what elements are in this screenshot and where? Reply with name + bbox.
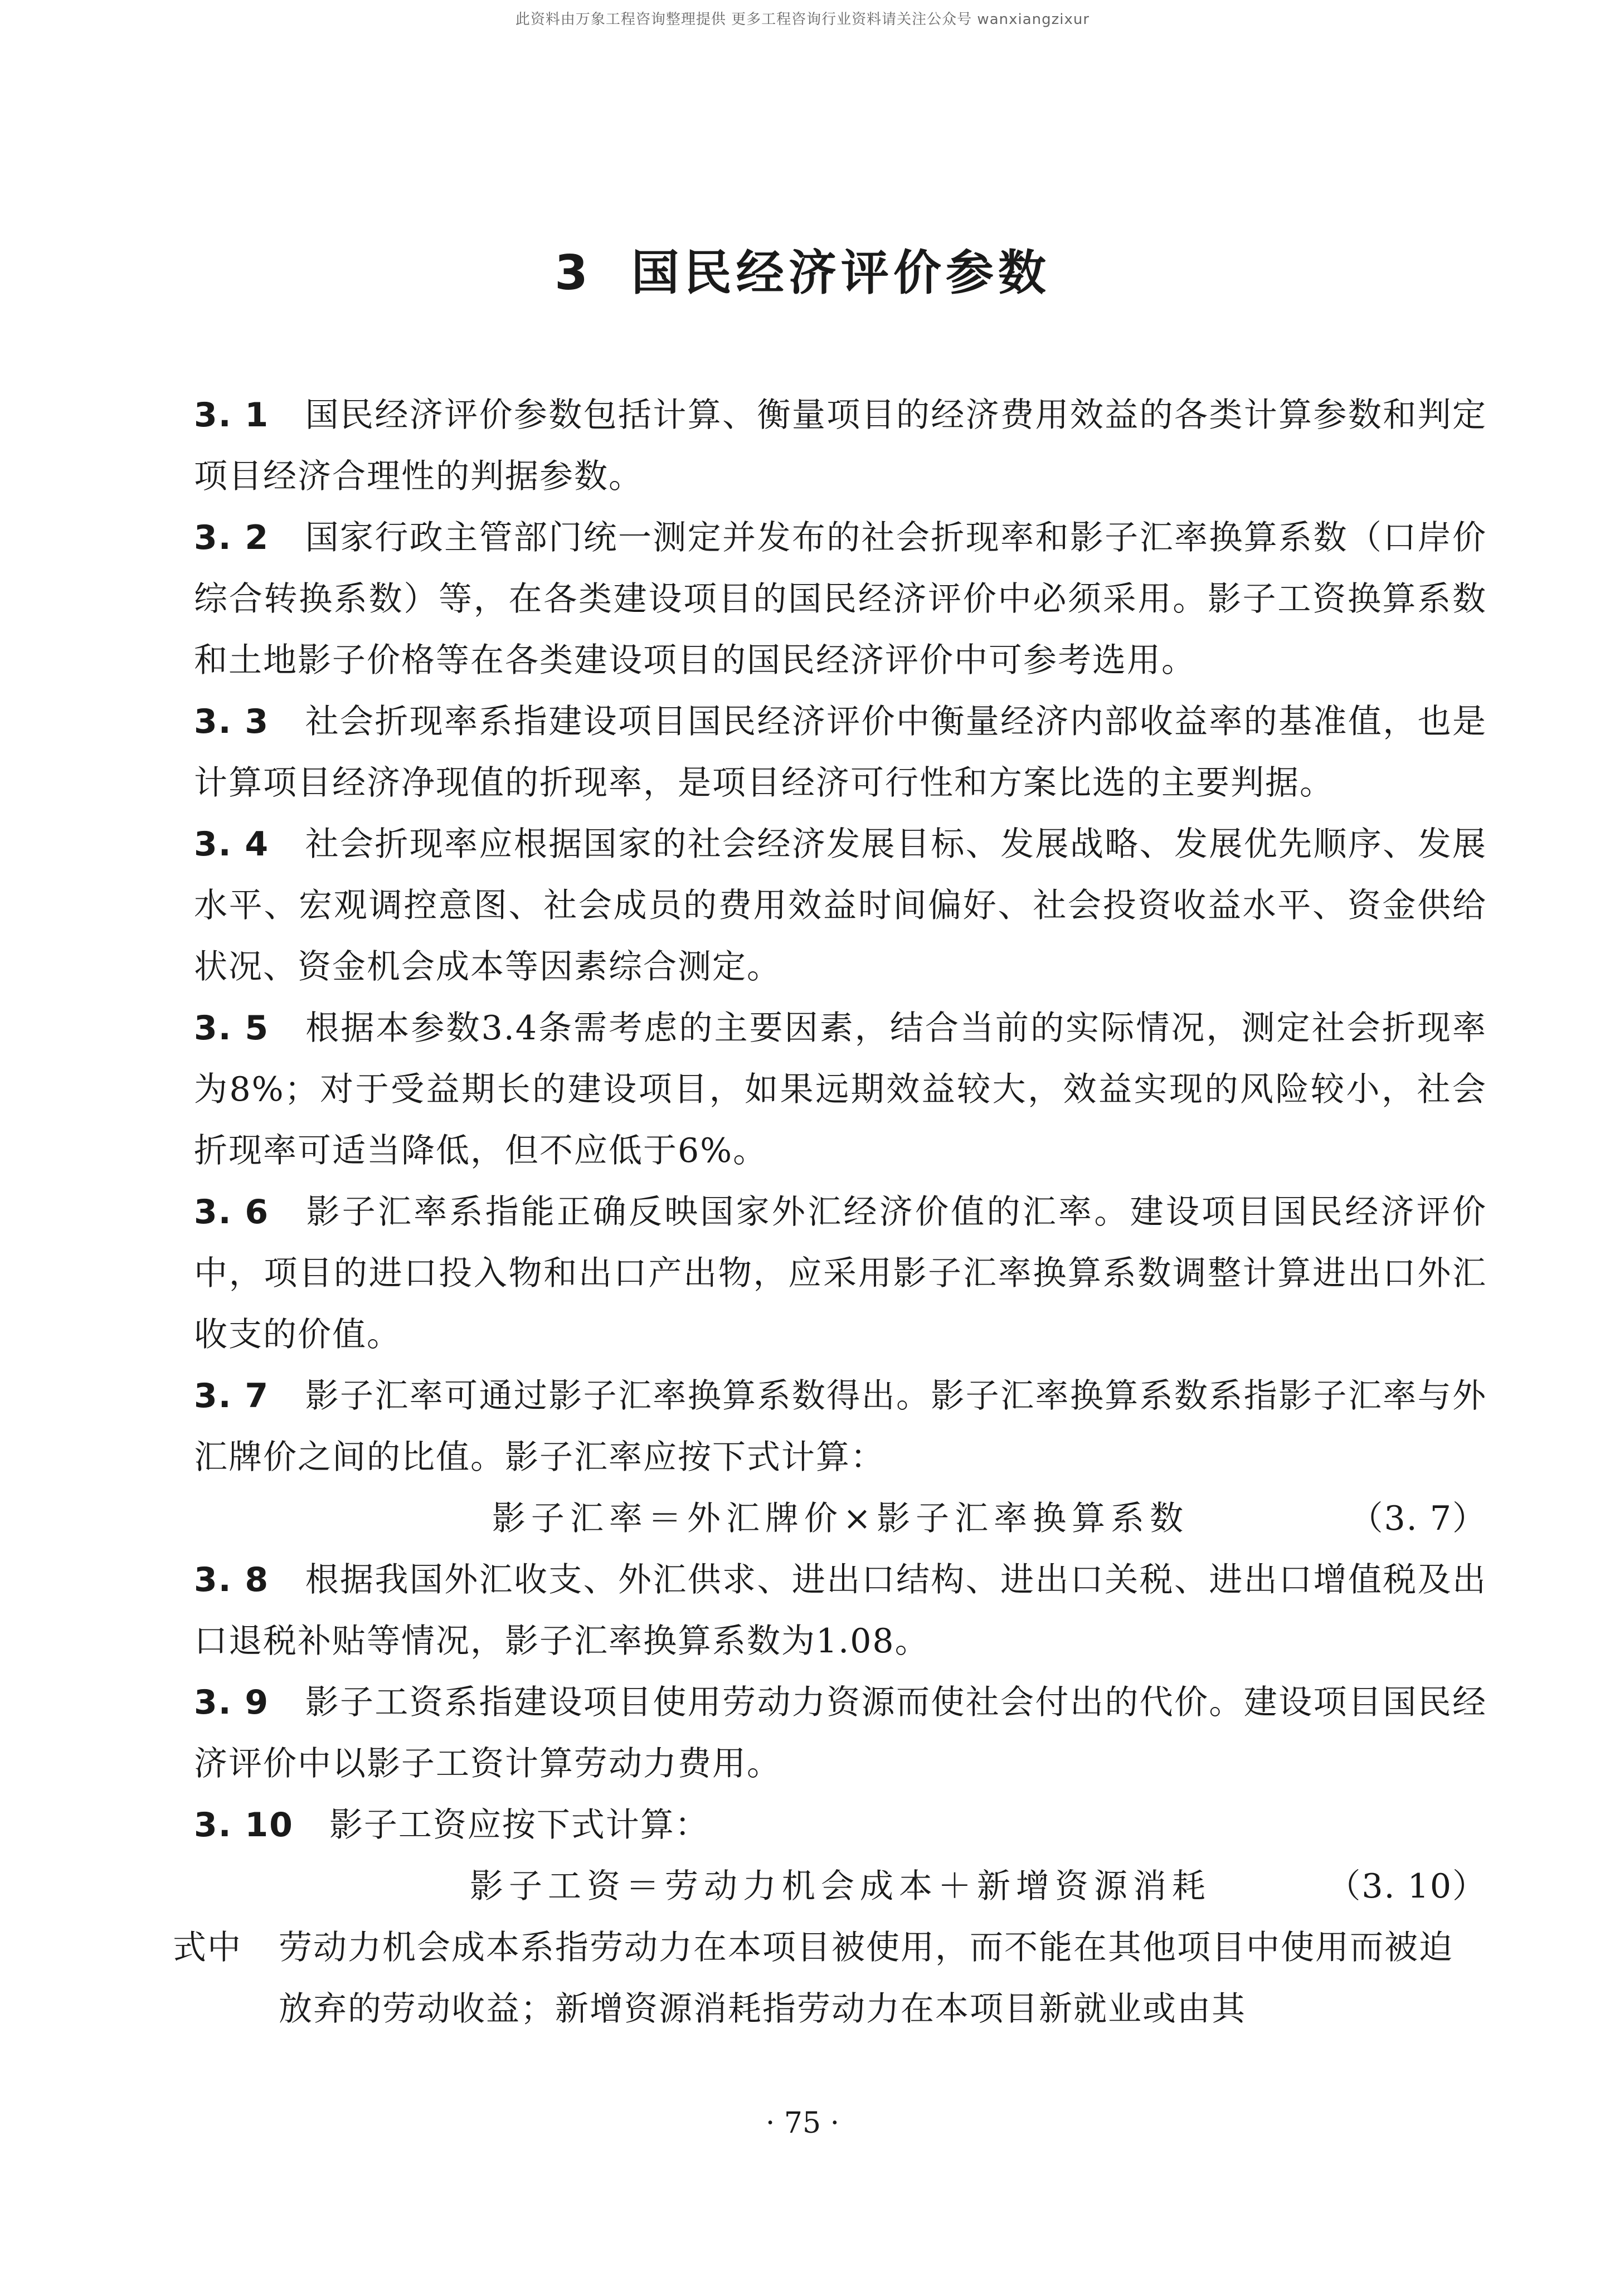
clause-3-1 [194,385,1487,507]
clause-number: 3. 4 [194,825,270,864]
formula-number: （3. 7） [1349,1499,1487,1538]
formula-3-7 [194,1488,1487,1549]
clause-text: 影子工资系指建设项目使用劳动力资源而使社会付出的代价。建设项目国民经济评价中以影子工资计算劳动力费用。 [194,1683,1487,1783]
clause-number: 3. 1 [194,396,270,435]
clause-number: 3. 10 [194,1806,294,1845]
formula-number: （3. 10） [1327,1867,1487,1906]
formula-expression: 影子工资＝劳动力机会成本＋新增资源消耗 [470,1867,1211,1906]
page-number: · 75 · [765,2107,840,2140]
formula-note [173,1917,1487,2040]
clause-3-9 [194,1672,1487,1794]
clause-text: 影子汇率可通过影子汇率换算系数得出。影子汇率换算系数系指影子汇率与外汇牌价之间的比值。影子汇率应按下式计算： [194,1376,1487,1477]
clause-number: 3. 8 [194,1560,270,1599]
clause-3-10 [194,1794,1487,1856]
clause-3-6 [194,1181,1487,1365]
clause-text: 影子汇率系指能正确反映国家外汇经济价值的汇率。建设项目国民经济评价中，项目的进口投入物和出口产出物，应采用影子汇率换算系数调整计算进出口外汇收支的价值。 [194,1193,1487,1354]
clause-3-7 [194,1365,1487,1488]
clause-3-8 [194,1549,1487,1672]
note-text: 劳动力机会成本系指劳动力在本项目被使用，而不能在其他项目中使用而被迫放弃的劳动收益；新增资源消耗指劳动力在本项目新就业或由其 [279,1928,1453,2029]
chapter-number: 3 [555,245,592,301]
clause-number: 3. 9 [194,1683,270,1722]
clause-number: 3. 2 [194,518,270,557]
formula-3-10 [194,1856,1487,1917]
chapter-title [0,234,1605,303]
clause-text: 社会折现率系指建设项目国民经济评价中衡量经济内部收益率的基准值，也是计算项目经济净现值的折现率，是项目经济可行性和方案比选的主要判据。 [194,702,1487,802]
document-body [173,385,1487,2040]
clause-text: 根据本参数3.4条需考虑的主要因素，结合当前的实际情况，测定社会折现率为8%；对于受益期长的建设项目，如果远期效益较大，效益实现的风险较小，社会折现率可适当降低，但不应低于6%。 [194,1009,1487,1170]
formula-expression: 影子汇率＝外汇牌价×影子汇率换算系数 [492,1499,1189,1538]
clause-number: 3. 3 [194,702,270,741]
clause-3-3 [194,691,1487,814]
clause-text: 国民经济评价参数包括计算、衡量项目的经济费用效益的各类计算参数和判定项目经济合理性的判据参数。 [194,396,1487,496]
chapter-title-text: 国民经济评价参数 [631,245,1050,301]
clause-text: 影子工资应按下式计算： [329,1806,709,1845]
clause-3-2 [194,507,1487,691]
clause-text: 国家行政主管部门统一测定并发布的社会折现率和影子汇率换算系数（口岸价综合转换系数）等，在各类建设项目的国民经济评价中必须采用。影子工资换算系数和土地影子价格等在各类建设项目的国民经济评价中可参考选用。 [194,518,1487,680]
header-watermark: 此资料由万象工程咨询整理提供 更多工程咨询行业资料请关注公众号 wanxiangzixur [515,11,1090,28]
clause-number: 3. 6 [194,1193,270,1232]
clause-number: 3. 5 [194,1009,270,1048]
clause-3-5 [194,998,1487,1181]
note-label: 式中 [173,1928,242,1967]
clause-text: 社会折现率应根据国家的社会经济发展目标、发展战略、发展优先顺序、发展水平、宏观调控意图、社会成员的费用效益时间偏好、社会投资收益水平、资金供给状况、资金机会成本等因素综合测定。 [194,825,1487,986]
clause-number: 3. 7 [194,1376,270,1415]
clause-text: 根据我国外汇收支、外汇供求、进出口结构、进出口关税、进出口增值税及出口退税补贴等情况，影子汇率换算系数为1.08。 [194,1560,1487,1661]
clause-3-4 [194,814,1487,998]
